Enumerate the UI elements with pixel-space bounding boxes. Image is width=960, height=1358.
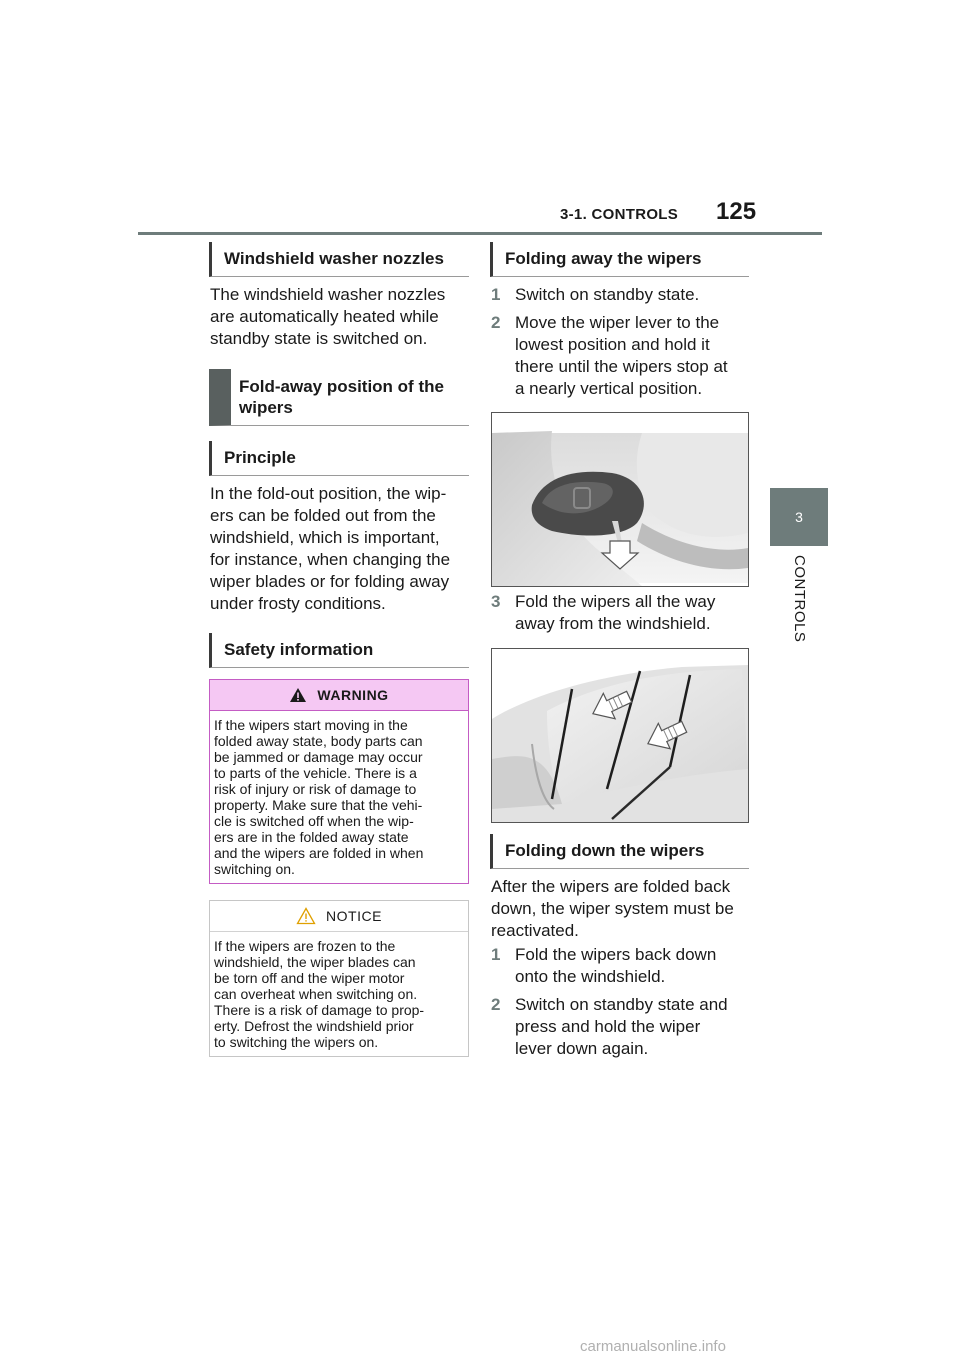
watermark[interactable]: carmanualsonline.info [580, 1338, 726, 1355]
heading-fold-away-position: Fold-away position of the wipers [209, 369, 469, 426]
notice-text: If the wipers are frozen to the windshield, the wiper blades can be torn off and the wiper motor can overheat when switching on. There is a risk of damage to prop- erty. Defrost the windshield prior to switching the wipers on. [214, 938, 425, 1050]
windshield-wipers-illustration [492, 649, 748, 822]
warning-box [209, 679, 469, 884]
warning-triangle-icon [289, 687, 307, 703]
chapter-tab-label: CONTROLS [791, 555, 808, 643]
chapter-tab: 3 [770, 488, 828, 546]
notice-title: NOTICE [326, 908, 382, 924]
notice-triangle-icon [296, 907, 316, 925]
page-number: 125 [716, 198, 757, 225]
notice-header [210, 901, 468, 932]
warning-header [210, 680, 468, 711]
heading-safety-information: Safety information [209, 633, 469, 668]
wiper-lever-illustration [492, 413, 748, 586]
header-rule [138, 232, 822, 235]
warning-text: If the wipers start moving in the folded away state, body parts can be jammed or damage may occur to parts of the vehicle. There is a risk of injury or risk of damage to property. Make sure that the vehi- cle is switched off when the wip- ers are in the folded away state and the wipers are folded in when switching on. [214, 717, 424, 877]
warning-title: WARNING [317, 687, 389, 703]
paragraph-principle: In the fold-out position, the wip- ers can be folded out from the windshield, which is important, for instance, when changing the wiper blades or for folding away under frosty conditions. [210, 484, 451, 613]
heading-washer-nozzles: Windshield washer nozzles [209, 242, 469, 277]
heading-principle: Principle [209, 441, 469, 476]
figure-windshield-wipers [491, 648, 749, 823]
paragraph-folding-down: After the wipers are folded back down, the wiper system must be reactivated. [491, 877, 734, 940]
heading-folding-away: Folding away the wipers [490, 242, 749, 277]
figure-wiper-lever [491, 412, 749, 587]
heading-folding-down: Folding down the wipers [490, 834, 749, 869]
paragraph-washer-nozzles: The windshield washer nozzles are automatically heated while standby state is switched on. [210, 285, 446, 348]
notice-box [209, 900, 469, 1057]
section-title: 3-1. CONTROLS [560, 206, 679, 223]
